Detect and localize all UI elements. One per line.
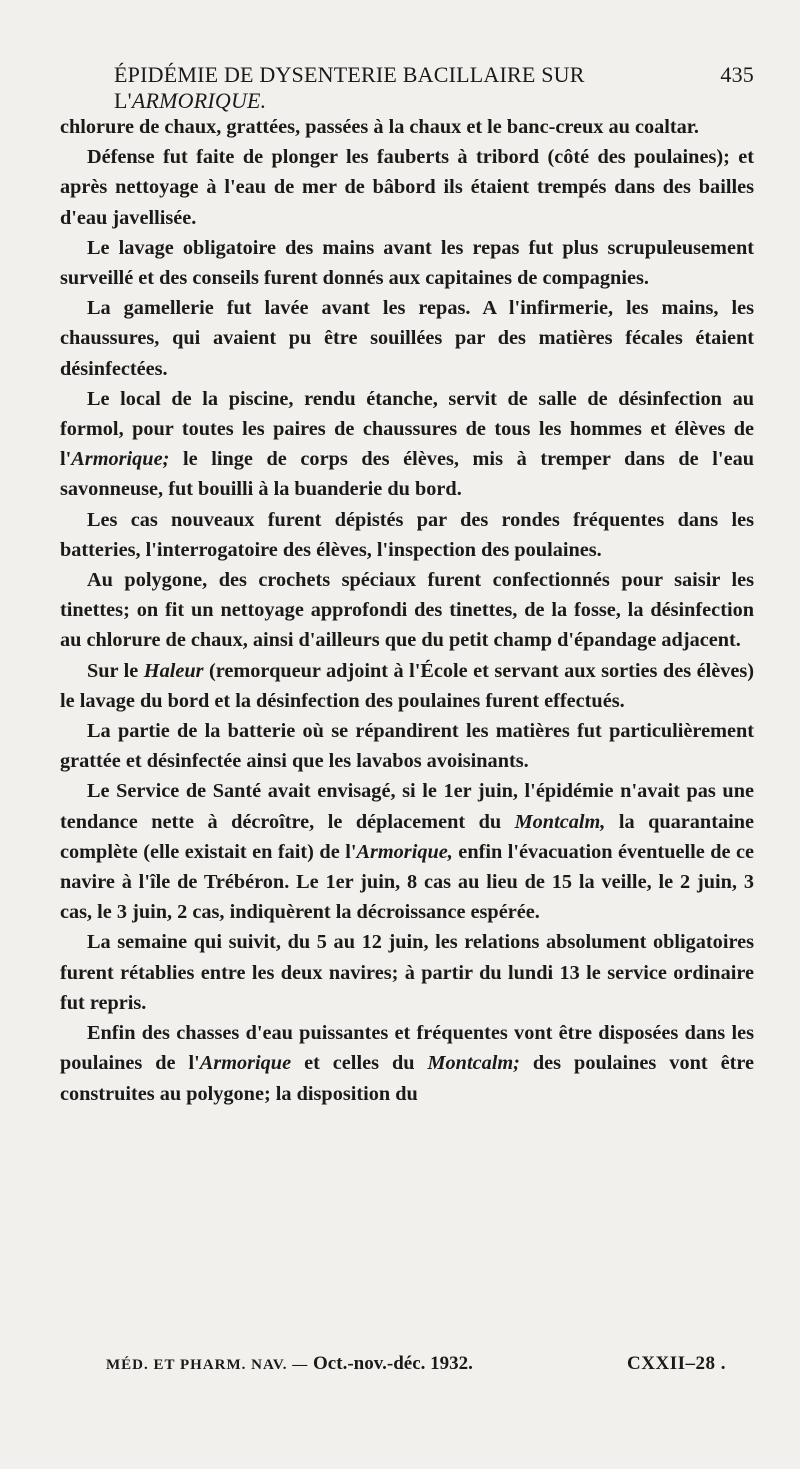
paragraph-text: Au polygone, des crochets spéciaux furent confectionnés pour saisir les tinettes; on fit un nettoyage approfondi des tinettes, de la fosse, la désinfection au chlorure de chaux, ainsi d'ailleurs que du petit champ d'épandage adjacent.	[60, 569, 754, 652]
running-title	[114, 62, 720, 114]
paragraph-text: La semaine qui suivit, du 5 au 12 juin, les relations absolument obligatoires furent rétablies entre les deux navires; à partir du lundi 13 le service ordinaire fut repris.	[60, 931, 754, 1014]
running-title-italic: ARMORIQUE.	[131, 88, 267, 113]
paragraph-text: la quarantaine complète (elle existait en fait) de l'	[60, 810, 755, 863]
paragraph	[60, 384, 754, 505]
paragraph-text: Défense fut faite de plonger les fauberts à tribord (côté des poulaines); et après nettoyage à l'eau de mer de bâbord ils étaient trempés dans des bailles d'eau javellisée.	[60, 146, 754, 229]
body-text	[60, 112, 754, 1109]
paragraph-text: Les cas nouveaux furent dépistés par des rondes fréquentes dans les batteries, l'interrogatoire des élèves, l'inspection des poulaines.	[60, 508, 754, 561]
italic-text: Haleur	[143, 659, 204, 682]
paragraph-text: La gamellerie fut lavée avant les repas. A l'infirmerie, les mains, les chaussures, qui avaient pu être souillées par des matières fécales étaient désinfectées.	[60, 297, 754, 380]
page-number: 435	[720, 62, 754, 87]
footer-journal-name: MÉD. ET PHARM. NAV. —	[106, 1357, 314, 1373]
paragraph	[60, 1018, 754, 1109]
paragraph	[60, 656, 754, 716]
italic-text: Armorique;	[71, 448, 170, 471]
paragraph	[60, 927, 754, 1018]
paragraph-text: Enfin des chasses d'eau puissantes et fréquentes vont être disposées dans les poulaines de l'	[60, 1022, 754, 1075]
italic-text: Montcalm;	[427, 1052, 520, 1075]
paragraph-text: Le lavage obligatoire des mains avant les repas fut plus scrupuleusement surveillé et des conseils furent donnés aux capitaines de compagnies.	[60, 236, 754, 290]
paragraph-text: Sur le	[87, 659, 144, 682]
italic-text: Montcalm,	[514, 810, 606, 833]
paragraph-text: des poulaines vont être construites au polygone; la disposition du	[60, 1052, 754, 1105]
paragraph-text: Le Service de Santé avait envisagé, si le 1er juin, l'épidémie n'avait pas une tendance nette à décroître, le déplacement du	[60, 780, 754, 833]
paragraph	[60, 112, 754, 142]
paragraph-text: La partie de la batterie où se répandirent les matières fut particulièrement grattée et désinfectée ainsi que les lavabos avoisinants.	[60, 720, 754, 773]
paragraph	[60, 565, 754, 656]
paragraph-text: (remorqueur adjoint à l'École et servant aux sorties des élèves) le lavage du bord et la désinfection des poulaines furent effectués.	[60, 659, 754, 712]
paragraph	[60, 716, 754, 776]
paragraph	[60, 233, 754, 293]
paragraph	[60, 142, 754, 233]
paragraph-text: chlorure de chaux, grattées, passées à la chaux et le banc-creux au coaltar.	[60, 116, 699, 138]
paragraph-text: enfin l'évacuation éventuelle de ce navire à l'île de Trébéron. Le 1er juin, 8 cas au lieu de 15 la veille, le 2 juin, 3 cas, le 3 juin, 2 cas, indiquèrent la décroissance espérée.	[60, 840, 754, 924]
page	[60, 62, 754, 1109]
paragraph	[60, 505, 754, 565]
paragraph-text: le linge de corps des élèves, mis à tremper dans de l'eau savonneuse, fut bouilli à la buanderie du bord.	[60, 448, 754, 501]
italic-text: Armorique	[199, 1052, 292, 1075]
footer-date: Oct.-nov.-déc. 1932.	[313, 1353, 473, 1374]
running-title-prefix: ÉPIDÉMIE DE DYSENTERIE BACILLAIRE SUR L'	[114, 62, 585, 113]
italic-text: Armorique,	[356, 840, 453, 863]
running-head	[114, 62, 754, 113]
footer-signature: CXXII–28 .	[627, 1353, 726, 1374]
paragraph-text: Le local de la piscine, rendu étanche, servit de salle de désinfection au formol, pour toutes les paires de chaussures de tous les hommes et élèves de l'	[60, 387, 754, 471]
paragraph	[60, 776, 754, 927]
footer-journal	[106, 1353, 473, 1375]
paragraph-text: et celles du	[291, 1052, 428, 1075]
paragraph	[60, 293, 754, 384]
page-footer	[106, 1353, 726, 1375]
